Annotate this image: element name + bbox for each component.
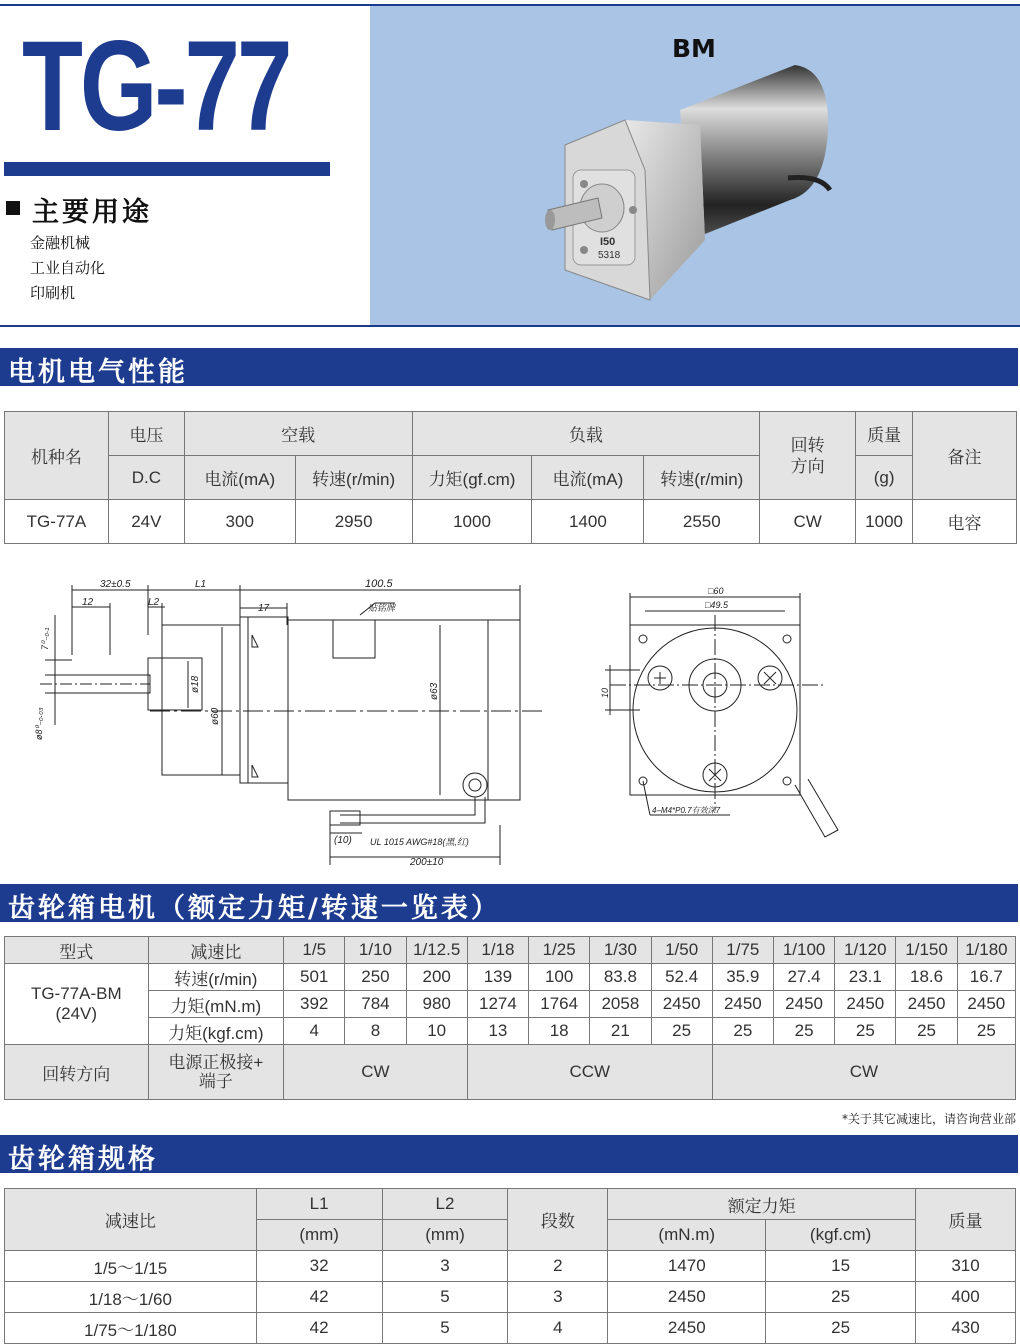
header-voltage-sub: D.C [108,456,184,500]
ratio-header: 1/75 [712,937,773,964]
ratio-header: 1/150 [896,937,957,964]
header-L1: L1 [256,1189,382,1220]
dim-label: □49.5 [705,600,728,610]
value-cell: 8 [345,1018,406,1045]
value-cell: 1/75～1/180 [5,1313,257,1344]
ratio-header: 1/100 [773,937,834,964]
motor-marking: 5318 [598,250,621,261]
header-noload: 空载 [184,412,412,456]
value-cell: 3 [508,1282,608,1313]
value-cell: 1764 [529,991,590,1018]
value-cell: 16.7 [957,964,1015,991]
value-cell: 2450 [712,991,773,1018]
rotation-label: 回转方向 [5,1045,149,1100]
value-cell: 430 [916,1313,1016,1344]
value-cell: 250 [345,964,406,991]
rotation-cw: CW [712,1045,1015,1100]
value-cell: 15 [766,1251,916,1282]
value-cell: 980 [406,991,467,1018]
motor-marking: I50 [600,236,616,248]
gearbox-spec-table [4,1188,1016,1344]
technical-drawing [0,575,1020,875]
value-cell: 25 [712,1018,773,1045]
table-row [5,1282,1016,1313]
value-cell: 4 [508,1313,608,1344]
value-cell: 2450 [651,991,712,1018]
cell: CW [760,500,856,544]
value-cell: 2 [508,1251,608,1282]
value-cell: 400 [916,1282,1016,1313]
dim-label: ø63 [429,682,440,700]
rotation-cw: CW [284,1045,468,1100]
ratio-header: 1/12.5 [406,937,467,964]
value-cell: 2450 [896,991,957,1018]
value-cell: 200 [406,964,467,991]
ratio-header: 1/50 [651,937,712,964]
value-cell: 4 [284,1018,345,1045]
value-cell: 25 [835,1018,896,1045]
value-cell: 2450 [835,991,896,1018]
value-cell: 42 [256,1282,382,1313]
ratio-header: 1/180 [957,937,1015,964]
value-cell: 1274 [467,991,528,1018]
rotation-ccw: CCW [467,1045,712,1100]
dim-label: 100.5 [365,578,393,590]
value-cell: 100 [529,964,590,991]
section-title: 电机电气性能 [8,357,188,388]
header-unit: (kgf.cm) [766,1220,916,1251]
section-title: 齿轮箱规格 [8,1144,158,1175]
table-row [5,1251,1016,1282]
value-cell: 18 [529,1018,590,1045]
section-gearbox-spec [0,1135,1018,1173]
ratio-header: 1/18 [467,937,528,964]
dim-label: (10) [334,835,352,846]
value-cell: 25 [896,1018,957,1045]
header-speed: 转速(r/min) [644,456,760,500]
row-label: 力矩(mN.m) [148,991,284,1018]
ratio-header: 1/5 [284,937,345,964]
dim-label: L1 [195,579,207,590]
header-stages: 段数 [508,1189,608,1251]
table-row [5,1313,1016,1344]
header-current: 电流(mA) [184,456,295,500]
value-cell: 2450 [773,991,834,1018]
dim-label: ø8⁰₋₀.₀₃ [34,707,44,740]
footnote: *关于其它减速比，请咨询营业部 [841,1112,1016,1126]
dim-label: 10 [600,687,610,698]
dim-label: 4–M4*P0.7有效深7 [652,806,721,815]
dim-label: UL 1015 AWG#18(黑,红) [370,837,469,847]
product-label: BM [672,34,716,63]
value-cell: 25 [773,1018,834,1045]
header-rotation: 回转 方向 [760,412,856,500]
cell: 300 [184,500,295,544]
header-type: 型式 [5,937,149,964]
value-cell: 27.4 [773,964,834,991]
value-cell: 310 [916,1251,1016,1282]
value-cell: 10 [406,1018,467,1045]
header-remark: 备注 [913,412,1017,500]
header-unit: (mN.m) [608,1220,766,1251]
ratio-header: 1/25 [529,937,590,964]
title-underline [4,162,330,176]
page-title: TG-77 [22,15,290,158]
header-mass: 质量 [856,412,913,456]
cell: 1400 [532,500,644,544]
section-electrical [0,348,1018,386]
dim-label: 17 [258,603,270,614]
usage-item: 金融机械 [30,234,91,252]
value-cell: 25 [766,1282,916,1313]
cell: 1000 [856,500,913,544]
ratio-header: 1/120 [835,937,896,964]
cell: TG-77A [5,500,109,544]
cell: 2950 [295,500,412,544]
top-rule [0,4,1020,6]
header-current: 电流(mA) [532,456,644,500]
header-ratio: 减速比 [148,937,284,964]
front-view [605,593,838,837]
value-cell: 35.9 [712,964,773,991]
value-cell: 13 [467,1018,528,1045]
ratio-header: 1/10 [345,937,406,964]
electrical-table [4,411,1017,544]
ratio-header: 1/30 [590,937,651,964]
value-cell: 25 [766,1313,916,1344]
rotation-sub: 电源正极接+ 端子 [148,1045,284,1100]
value-cell: 2058 [590,991,651,1018]
cell: 24V [108,500,184,544]
dim-label: 7⁰₋₀.₁ [40,627,50,650]
value-cell: 501 [284,964,345,991]
header-bottom-rule [0,325,1020,327]
bullet-square-icon [6,201,20,215]
header-mass-unit: (g) [856,456,913,500]
value-cell: 21 [590,1018,651,1045]
value-cell: 5 [382,1313,508,1344]
dim-label: L2 [148,597,160,608]
value-cell: 1/18～1/60 [5,1282,257,1313]
value-cell: 23.1 [835,964,896,991]
model-cell: TG-77A-BM (24V) [5,964,149,1045]
motor-image [540,60,840,310]
value-cell: 18.6 [896,964,957,991]
value-cell: 2450 [608,1313,766,1344]
dim-label: 32±0.5 [100,579,131,590]
cell: 2550 [644,500,760,544]
value-cell: 1/5～1/15 [5,1251,257,1282]
cell: 电容 [913,500,1017,544]
dim-label: ø18 [190,675,201,693]
dim-label: 200±10 [410,857,444,868]
dim-label: 12 [82,597,94,608]
row-label: 力矩(kgf.cm) [148,1018,284,1045]
section-gearbox-motor [0,884,1018,922]
value-cell: 83.8 [590,964,651,991]
gear-motor-table [4,936,1016,1100]
usage-title: 主要用途 [32,197,152,228]
row-label: 转速(r/min) [148,964,284,991]
value-cell: 1470 [608,1251,766,1282]
value-cell: 25 [651,1018,712,1045]
header-torque: 力矩(gf.cm) [412,456,532,500]
value-cell: 2450 [608,1282,766,1313]
dim-label: □60 [708,586,724,596]
header-unit: (mm) [382,1220,508,1251]
header-L2: L2 [382,1189,508,1220]
value-cell: 392 [284,991,345,1018]
header-unit: (mm) [256,1220,382,1251]
value-cell: 3 [382,1251,508,1282]
cell: 1000 [412,500,532,544]
value-cell: 52.4 [651,964,712,991]
section-title: 齿轮箱电机（额定力矩/转速一览表） [8,893,501,924]
dim-label: 贴铭牌 [368,603,396,613]
header-speed: 转速(r/min) [295,456,412,500]
value-cell: 5 [382,1282,508,1313]
usage-item: 工业自动化 [30,259,106,277]
value-cell: 2450 [957,991,1015,1018]
value-cell: 25 [957,1018,1015,1045]
value-cell: 32 [256,1251,382,1282]
value-cell: 42 [256,1313,382,1344]
header-ratio: 减速比 [5,1189,257,1251]
header-load: 负载 [412,412,760,456]
side-view [40,585,545,865]
value-cell: 784 [345,991,406,1018]
dim-label: ø60 [210,707,221,725]
value-cell: 139 [467,964,528,991]
header-model: 机种名 [5,412,109,500]
usage-item: 印刷机 [30,284,76,302]
header-voltage: 电压 [108,412,184,456]
header-mass: 质量 [916,1189,1016,1251]
header-torque: 额定力矩 [608,1189,916,1220]
